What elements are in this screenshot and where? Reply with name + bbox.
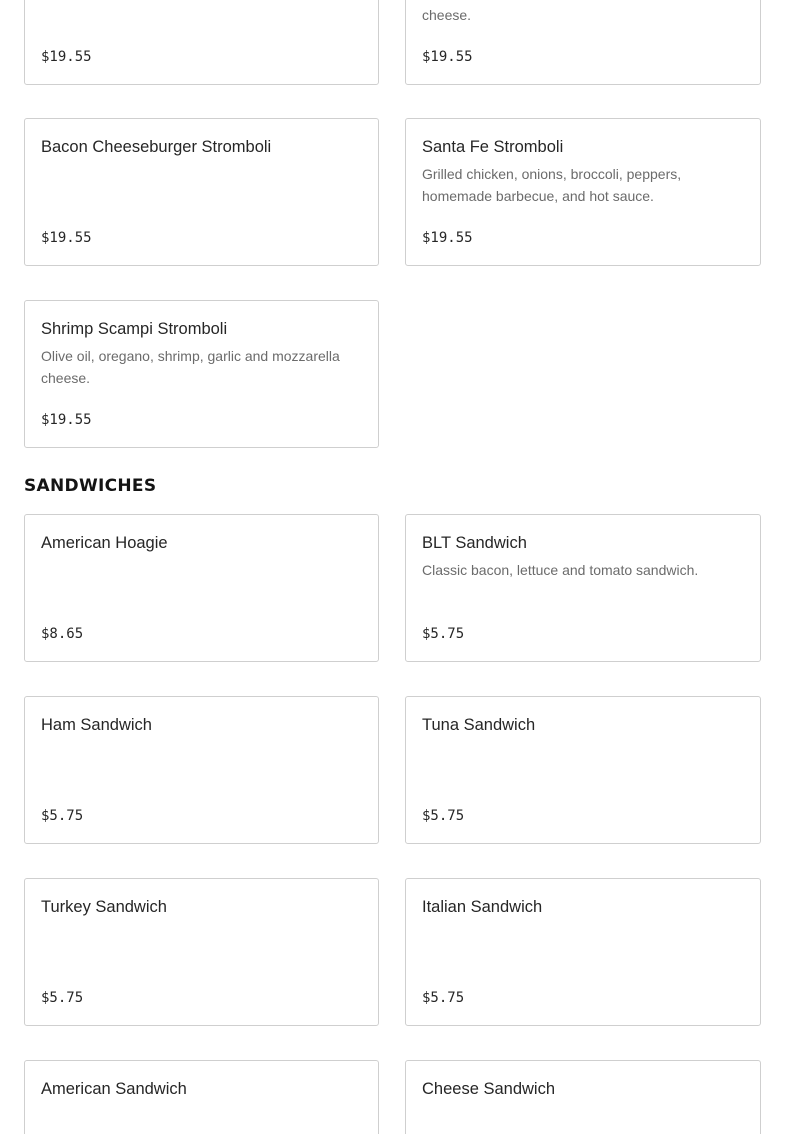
menu-item-card[interactable] [24, 514, 379, 662]
menu-item-card[interactable] [405, 514, 761, 662]
menu-item-card[interactable] [24, 0, 379, 85]
menu-item-description: Classic bacon, lettuce and tomato sandwich. [422, 562, 699, 578]
menu-item-price: $5.75 [422, 808, 465, 824]
menu-item-card[interactable] [24, 696, 379, 844]
menu-item-name: Shrimp Scampi Stromboli [41, 320, 228, 338]
menu-item-name: Tuna Sandwich [422, 716, 536, 734]
menu-item-card[interactable] [24, 300, 379, 448]
menu-item-price: $8.65 [41, 626, 84, 642]
menu-item-name: American Sandwich [41, 1080, 187, 1098]
menu-item-card[interactable] [405, 696, 761, 844]
menu-item-name: BLT Sandwich [422, 534, 527, 552]
menu-item-name: American Hoagie [41, 534, 168, 552]
menu-item-name: Bacon Cheeseburger Stromboli [41, 138, 272, 156]
menu-item-price: $19.55 [422, 230, 473, 246]
menu-item-description: Grilled chicken, onions, broccoli, peppers, homemade barbecue, and hot sauce. [422, 166, 682, 204]
menu-item-name: Turkey Sandwich [41, 898, 167, 916]
menu-item-card[interactable] [24, 1060, 379, 1134]
menu-item-card[interactable] [405, 118, 761, 266]
menu-item-card[interactable] [405, 0, 761, 85]
menu-item-price: $19.55 [41, 412, 92, 428]
menu-item-price: $5.75 [422, 626, 465, 642]
menu-item-name: Italian Sandwich [422, 898, 543, 916]
section-title-sandwiches: SANDWICHES [24, 476, 157, 496]
menu-item-price: $5.75 [41, 990, 84, 1006]
menu-item-price: $5.75 [422, 990, 465, 1006]
menu-item-name: Cheese Sandwich [422, 1080, 555, 1098]
menu-item-card[interactable] [405, 1060, 761, 1134]
menu-item-description: cheese. [422, 7, 472, 23]
menu-item-card[interactable] [24, 118, 379, 266]
menu-item-description: Olive oil, oregano, shrimp, garlic and mozzarella cheese. [41, 348, 340, 386]
menu-item-price: $19.55 [422, 49, 473, 65]
menu-item-price: $5.75 [41, 808, 84, 824]
menu-item-card[interactable] [405, 878, 761, 1026]
menu-item-name: Santa Fe Stromboli [422, 138, 564, 156]
menu-item-price: $19.55 [41, 49, 92, 65]
menu-item-price: $19.55 [41, 230, 92, 246]
menu-item-name: Ham Sandwich [41, 716, 152, 734]
menu-item-card[interactable] [24, 878, 379, 1026]
